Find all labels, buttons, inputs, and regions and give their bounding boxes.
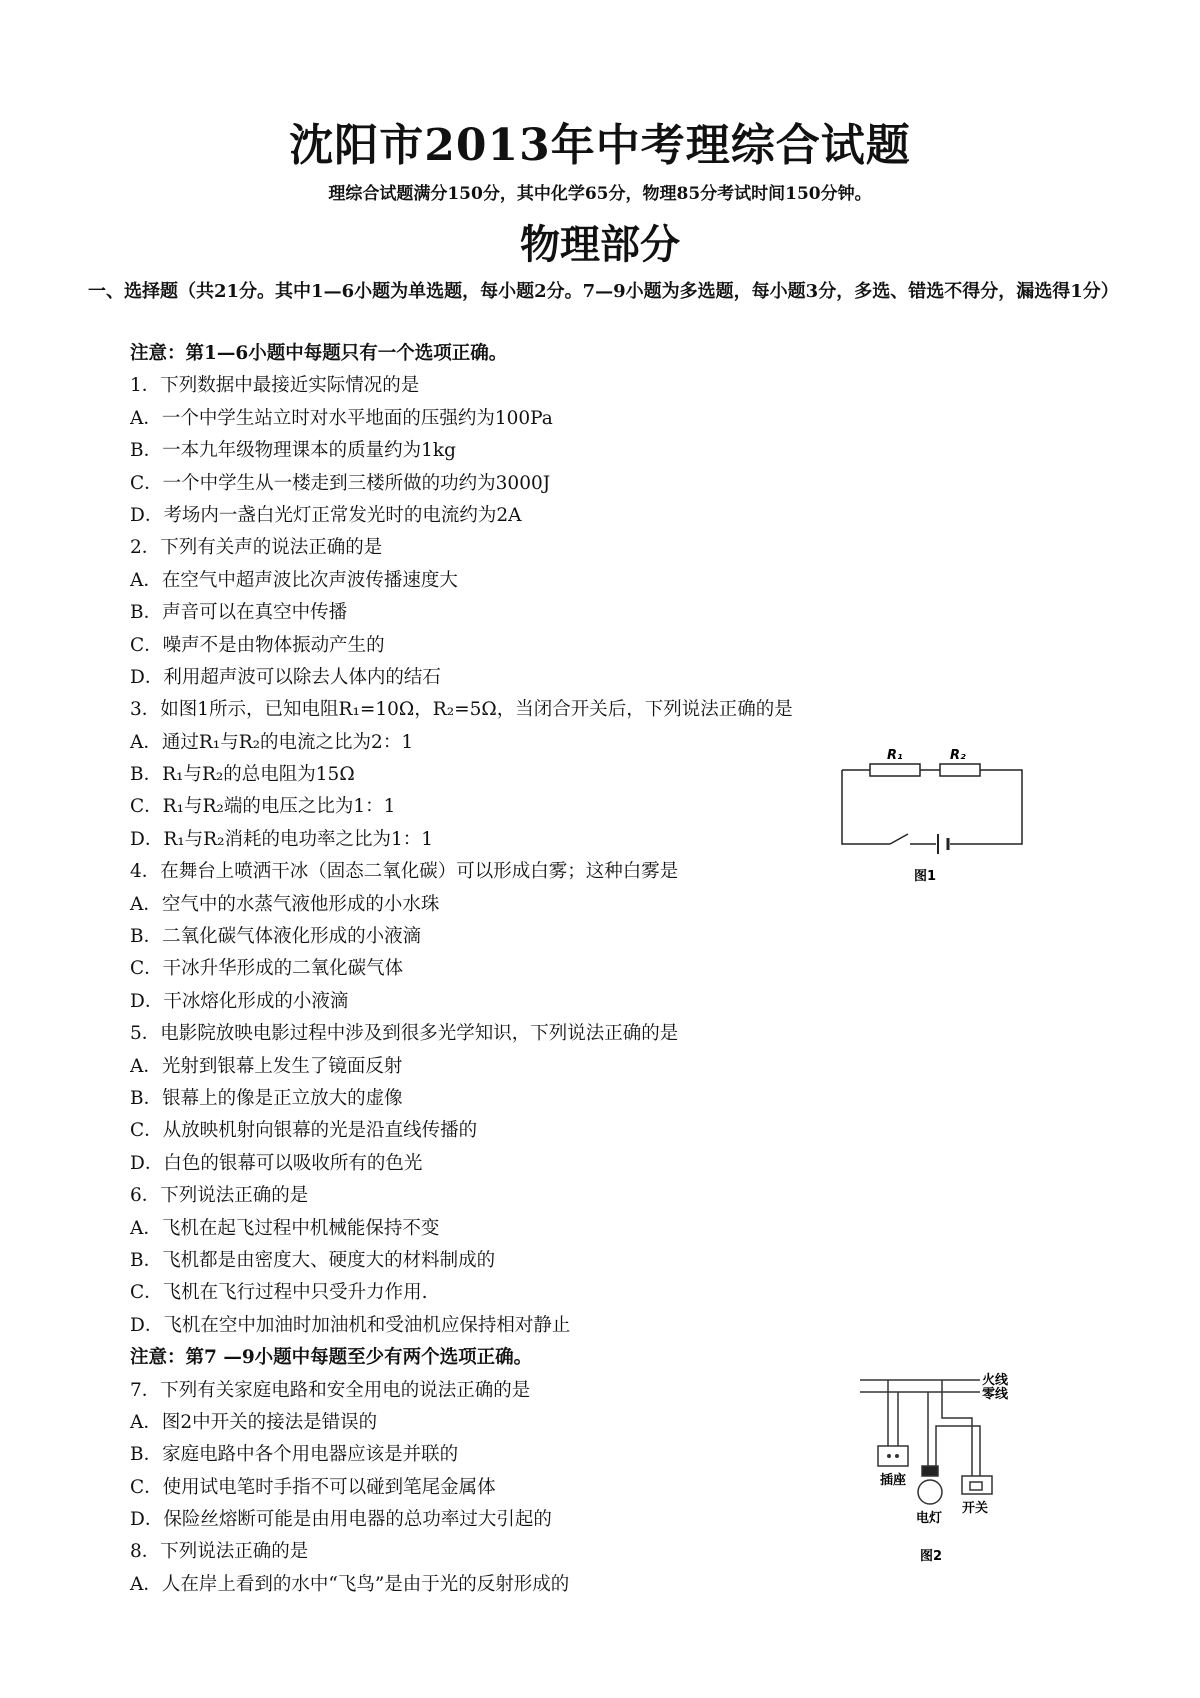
question-line: 7．下列有关家庭电路和安全用电的说法正确的是 <box>130 1379 531 1401</box>
question-list <box>130 338 890 1601</box>
question-line: A．一个中学生站立时对水平地面的压强约为100Pa <box>130 407 553 429</box>
question-line: B．飞机都是由密度大、硬度大的材料制成的 <box>130 1249 496 1271</box>
question-line: B．声音可以在真空中传播 <box>130 602 348 624</box>
figure-2-household-circuit <box>860 1370 1020 1580</box>
label-switch: 开关 <box>962 1501 989 1516</box>
section-heading: 物理部分 <box>520 221 680 268</box>
question-line: C．从放映机射向银幕的光是沿直线传播的 <box>130 1120 478 1142</box>
question-line: A．通过R₁与R₂的电流之比为2：1 <box>130 731 414 753</box>
question-line: C．一个中学生从一楼走到三楼所做的功约为3000J <box>130 472 551 494</box>
label-live-wire: 火线 <box>982 1373 1009 1388</box>
question-line: C．干冰升华形成的二氧化碳气体 <box>130 958 404 980</box>
question-line: D．考场内一盏白光灯正常发光时的电流约为2A <box>130 504 522 526</box>
question-line: D．R₁与R₂消耗的电功率之比为1：1 <box>130 828 434 850</box>
exam-title: 沈阳市2013年中考理综合试题 <box>289 120 911 171</box>
resistor-r1-icon <box>870 764 920 776</box>
question-line: B．银幕上的像是正立放大的虚像 <box>130 1087 403 1109</box>
question-line: B．R₁与R₂的总电阻为15Ω <box>130 764 355 786</box>
switch-icon <box>962 1476 992 1494</box>
question-line: 5．电影院放映电影过程中涉及到很多光学知识，下列说法正确的是 <box>130 1023 679 1045</box>
question-line: A．空气中的水蒸气液他形成的小水珠 <box>130 893 440 915</box>
section-note: 注意：第7 —9小题中每题至少有两个选项正确。 <box>130 1347 533 1369</box>
resistor-r2-icon <box>940 764 980 776</box>
question-line: 1．下列数据中最接近实际情况的是 <box>130 375 420 397</box>
figure-1-circuit <box>832 742 1032 892</box>
question-line: A．人在岸上看到的水中“飞鸟”是由于光的反射形成的 <box>130 1573 570 1595</box>
question-line: D．保险丝熔断可能是由用电器的总功率过大引起的 <box>130 1509 552 1531</box>
question-line: 4．在舞台上喷洒干冰（固态二氧化碳）可以形成白雾；这种白雾是 <box>130 861 679 883</box>
bulb-icon <box>918 1480 942 1504</box>
exam-subtitle: 理综合试题满分150分，其中化学65分，物理85分考试时间150分钟。 <box>328 184 872 204</box>
label-socket: 插座 <box>880 1473 907 1488</box>
question-line: 8．下列说法正确的是 <box>130 1541 309 1563</box>
question-line: D．干冰熔化形成的小液滴 <box>130 990 349 1012</box>
label-r1: R₁ <box>887 748 903 763</box>
question-line: D．白色的银幕可以吸收所有的色光 <box>130 1152 423 1174</box>
lamp-holder-icon <box>922 1466 938 1476</box>
question-line: 3．如图1所示，已知电阻R₁=10Ω，R₂=5Ω，当闭合开关后，下列说法正确的是 <box>130 699 793 721</box>
question-line: B．家庭电路中各个用电器应该是并联的 <box>130 1444 459 1466</box>
socket-icon <box>878 1446 908 1466</box>
question-line: A．在空气中超声波比次声波传播速度大 <box>130 569 458 591</box>
section-note: 注意：第1—6小题中每题只有一个选项正确。 <box>130 343 508 364</box>
section-instructions: 一、选择题（共21分。其中1—6小题为单选题，每小题2分。7—9小题为多选题，每小题3分，多选、错选不得分，漏选得1分） <box>88 281 1119 302</box>
question-line: A．图2中开关的接法是错误的 <box>130 1411 378 1433</box>
question-line: A．光射到银幕上发生了镜面反射 <box>130 1055 403 1077</box>
question-line: C．飞机在飞行过程中只受升力作用. <box>130 1282 428 1304</box>
question-line: C．使用试电笔时手指不可以碰到笔尾金属体 <box>130 1476 496 1498</box>
question-line: C．噪声不是由物体振动产生的 <box>130 634 385 656</box>
question-line: C．R₁与R₂端的电压之比为1：1 <box>130 796 396 818</box>
question-line: 6．下列说法正确的是 <box>130 1185 309 1207</box>
figure-1-caption: 图1 <box>914 869 937 884</box>
question-line: A．飞机在起飞过程中机械能保持不变 <box>130 1217 440 1239</box>
label-r2: R₂ <box>950 748 966 763</box>
question-line: 2．下列有关声的说法正确的是 <box>130 537 383 559</box>
figure-2-caption: 图2 <box>920 1549 943 1564</box>
question-line: D．飞机在空中加油时加油机和受油机应保持相对静止 <box>130 1314 571 1336</box>
question-line: B．二氧化碳气体液化形成的小液滴 <box>130 926 422 948</box>
label-lamp: 电灯 <box>916 1511 943 1526</box>
question-line: B．一本九年级物理课本的质量约为1kg <box>130 440 456 462</box>
question-line: D．利用超声波可以除去人体内的结石 <box>130 666 441 688</box>
label-neutral-wire: 零线 <box>982 1387 1009 1402</box>
